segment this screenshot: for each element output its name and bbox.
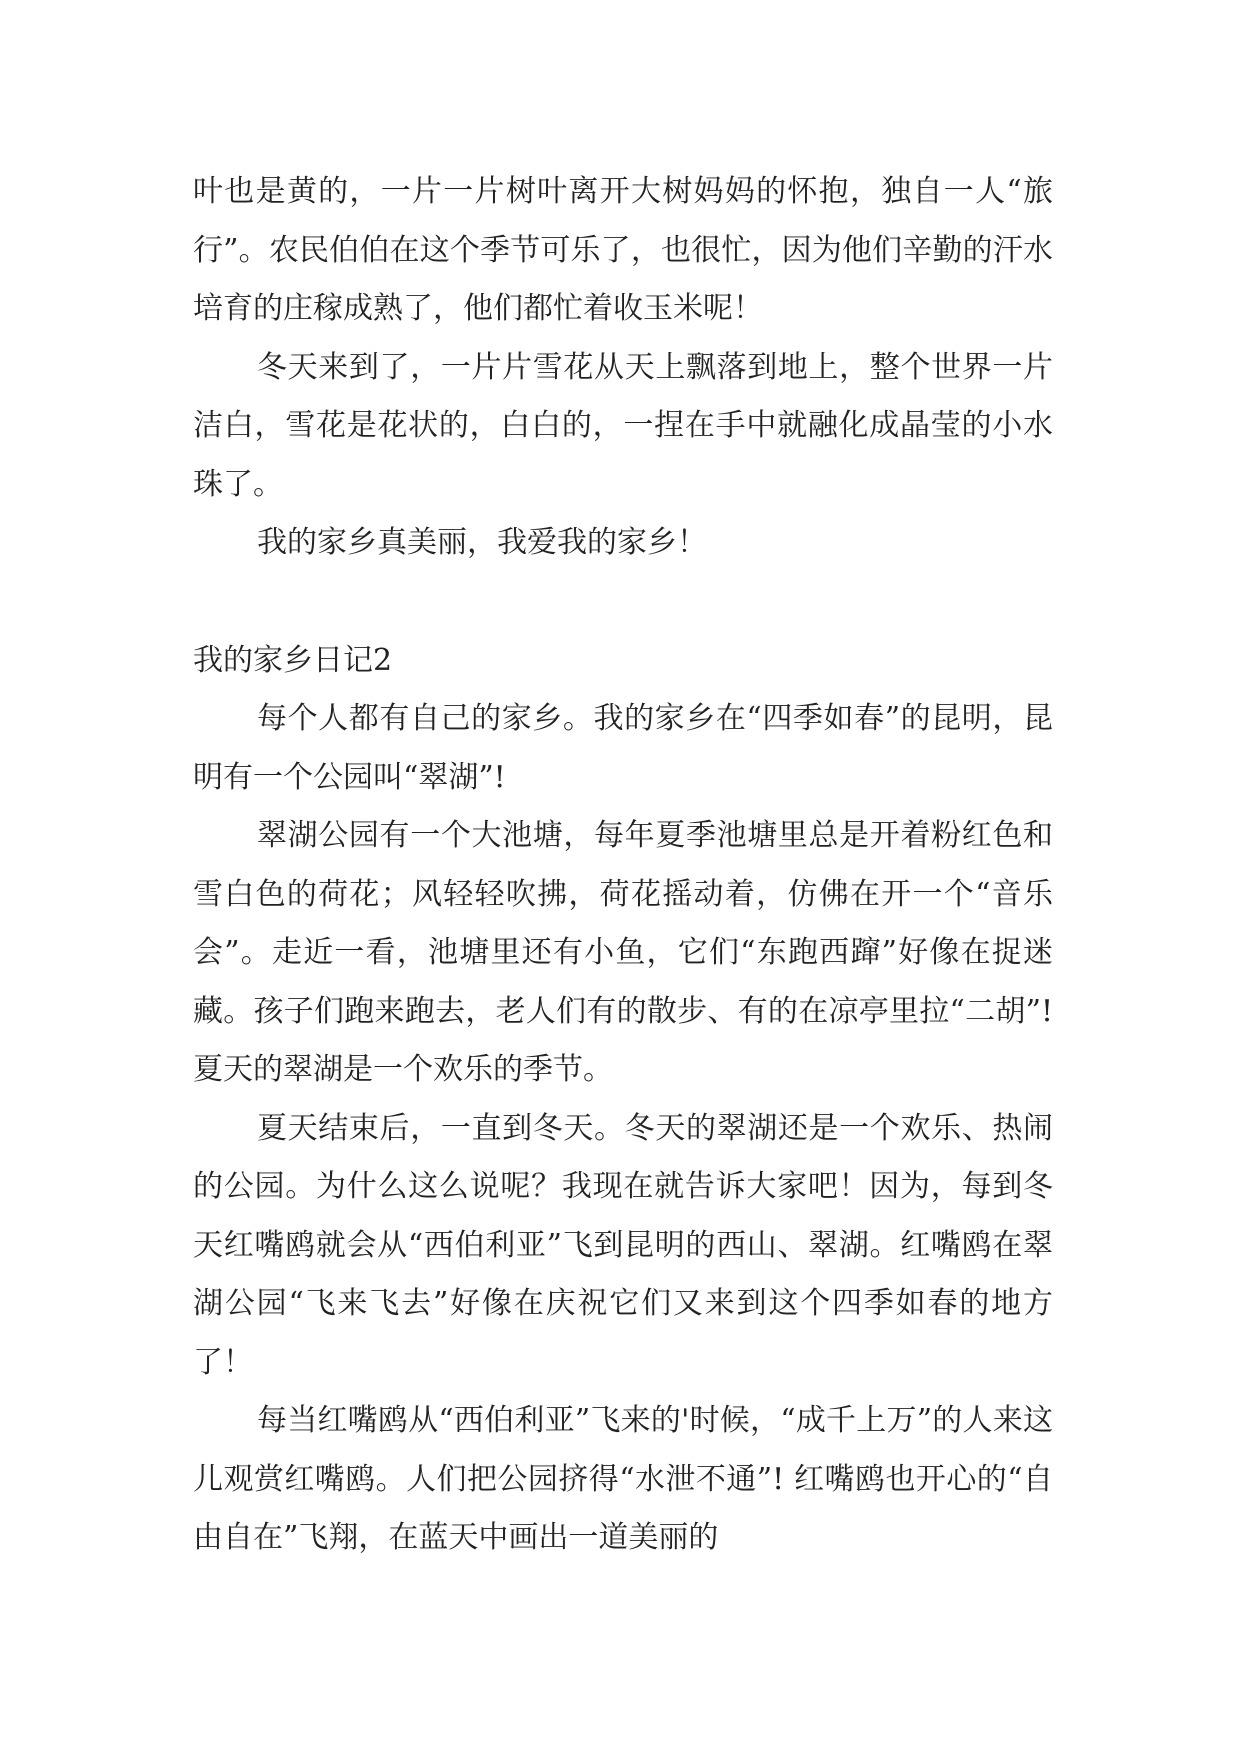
paragraph-conclusion: 我的家乡真美丽，我爱我的家乡！	[257, 525, 707, 560]
section-title: 我的家乡日记2	[193, 642, 393, 678]
paragraph-winter: 冬天来到了，一片片雪花从天上飘落到地上，整个世界一片洁白，雪花是花状的，白白的，一捏在手中就融化成晶莹的小水珠了。	[193, 349, 1053, 502]
paragraph-winter-gulls: 夏天结束后，一直到冬天。冬天的翠湖还是一个欢乐、热闹的公园。为什么这么说呢？我现在就告诉大家吧！因为，每到冬天红嘴鸥就会从“西伯利亚”飞到昆明的西山、翠湖。红嘴鸥在翠湖公园“飞来飞去”好像在庆祝它们又来到这个四季如春的地方了！	[193, 1110, 1053, 1380]
document-body	[193, 163, 1053, 1568]
paragraph-summer: 翠湖公园有一个大池塘，每年夏季池塘里总是开着粉红色和雪白色的荷花；风轻轻吹拂，荷花摇动着，仿佛在开一个“音乐会”。走近一看，池塘里还有小鱼，它们“东跑西蹿”好像在捉迷藏。孩子们跑来跑去，老人们有的散步、有的在凉亭里拉“二胡”! 夏天的翠湖是一个欢乐的季节。	[193, 818, 1053, 1087]
paragraph-intro: 每个人都有自己的家乡。我的家乡在“四季如春”的昆明，昆明有一个公园叫“翠湖”!	[193, 701, 1053, 795]
paragraph-autumn-continued: 叶也是黄的，一片一片树叶离开大树妈妈的怀抱，独自一人“旅行”。农民伯伯在这个季节可乐了，也很忙，因为他们辛勤的汗水培育的庄稼成熟了，他们都忙着收玉米呢！	[193, 174, 1053, 326]
paragraph-visitors: 每当红嘴鸥从“西伯利亚”飞来的'时候，“成千上万”的人来这儿观赏红嘴鸥。人们把公园挤得“水泄不通”! 红嘴鸥也开心的“自由自在”飞翔，在蓝天中画出一道美丽的	[193, 1403, 1053, 1555]
